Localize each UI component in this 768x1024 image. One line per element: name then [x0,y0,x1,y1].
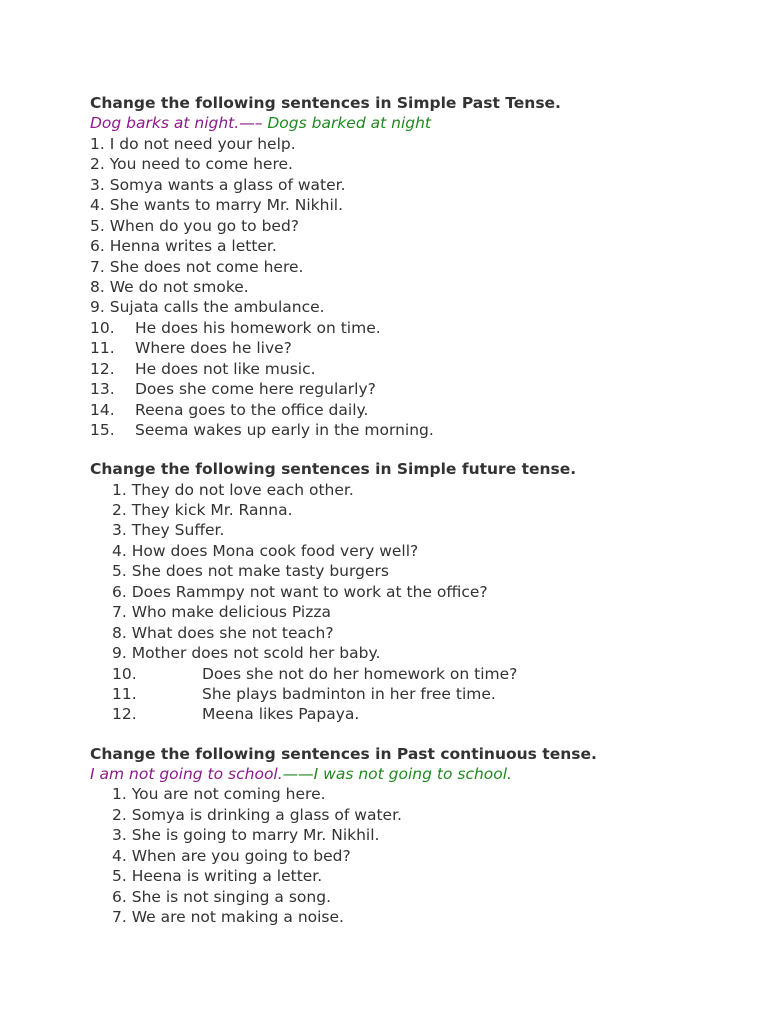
item-text: She does not make tasty burgers [131,562,389,581]
item-text: They Suffer. [131,521,225,540]
list-item [90,623,750,643]
item-text: You are not coming here. [131,785,326,804]
list-item [90,825,750,845]
section-simple-future [90,459,750,725]
item-number: 8. [112,623,127,642]
item-text: When do you go to bed? [109,216,300,235]
item-number: 12. [90,359,115,378]
item-text: He does his homework on time. [135,318,381,337]
list-item [90,887,750,907]
item-number: 2. [112,501,127,519]
item-number: 2. [112,805,127,824]
list-item [90,420,750,440]
list-item [90,154,750,174]
item-number: 7. [112,603,127,622]
item-number: 1. [90,134,105,153]
item-number: 10. [112,664,137,683]
item-number: 4. [112,846,127,865]
item-number: 9. [90,298,105,317]
item-number: 5. [90,216,105,235]
item-text: Seema wakes up early in the morning. [135,421,434,439]
list-item [90,175,750,195]
item-number: 3. [112,521,127,540]
list-item [90,338,750,358]
list-item [90,216,750,236]
example-line [90,764,750,784]
item-text: Reena goes to the office daily. [135,400,369,419]
example-answer: I was not going to school. [313,764,512,783]
list-item [90,297,750,317]
item-text: We are not making a noise. [131,908,344,926]
list-item [90,602,750,622]
item-number: 14. [90,400,115,419]
item-number: 6. [112,887,127,906]
list-item [90,582,750,602]
document-page [90,93,750,927]
item-number: 4. [90,196,105,215]
item-number: 13. [90,380,115,399]
item-text: We do not smoke. [109,277,249,296]
list-item [90,805,750,825]
item-number: 3. [112,826,127,845]
item-text: I do not need your help. [109,134,296,153]
example-question: I am not going to school. [90,764,283,783]
item-text: Somya wants a glass of water. [109,175,346,194]
list-item [90,907,750,927]
item-number: 10. [90,318,115,337]
item-number: 4. [112,541,127,560]
item-number: 7. [90,257,105,276]
item-number: 11. [112,684,137,703]
list-item [90,277,750,297]
list-item [90,866,750,886]
item-text: She wants to marry Mr. Nikhil. [109,196,344,215]
item-number: 11. [90,339,115,358]
list-item [90,684,750,704]
list-item [90,664,750,684]
example-separator: —– [239,114,263,133]
list-item [90,257,750,277]
item-text: How does Mona cook food very well? [131,541,419,560]
list-item [90,236,750,256]
item-text: When are you going to bed? [131,846,351,865]
item-number: 3. [90,175,105,194]
item-number: 1. [112,480,127,499]
list-item [90,541,750,561]
list-item [90,195,750,215]
item-text: Where does he live? [135,339,292,358]
section-spacer [90,440,750,459]
list-item [90,704,750,724]
item-number: 6. [90,237,105,256]
item-text: She is not singing a song. [131,887,331,906]
list-item [90,784,750,804]
list-item [90,500,750,520]
item-text: Who make delicious Pizza [131,603,331,622]
section-past-continuous [90,744,750,928]
item-number: 15. [90,421,115,439]
item-text: Somya is drinking a glass of water. [131,805,402,824]
item-number: 5. [112,867,127,886]
item-text: She does not come here. [109,257,304,276]
example-answer: Dogs barked at night [262,114,431,133]
section-heading: Change the following sentences in Simple Past Tense. [90,94,561,112]
list-item [90,643,750,663]
section-simple-past [90,93,750,440]
list-item [90,379,750,399]
list-item [90,561,750,581]
item-text: Sujata calls the ambulance. [109,298,325,317]
list-item [90,520,750,540]
item-text: Does Rammpy not want to work at the office? [131,582,488,601]
example-question: Dog barks at night. [90,114,240,133]
item-number: 6. [112,582,127,601]
item-number: 8. [90,277,105,296]
item-text: Heena is writing a letter. [131,867,323,886]
item-text: She is going to marry Mr. Nikhil. [131,826,380,845]
item-text: Mother does not scold her baby. [131,644,381,663]
list-item [90,846,750,866]
section-spacer [90,725,750,744]
item-text: She plays badminton in her free time. [202,684,496,703]
item-number: 2. [90,155,105,174]
item-number: 1. [112,785,127,804]
item-number: 12. [112,705,137,724]
item-number: 9. [112,644,127,663]
list-item [90,318,750,338]
list-item [90,400,750,420]
item-text: Does she come here regularly? [135,380,376,399]
list-item [90,359,750,379]
item-text: You need to come here. [109,155,293,174]
list-item [90,134,750,154]
item-text: What does she not teach? [131,623,334,642]
item-text: He does not like music. [135,359,316,378]
example-line [90,113,750,133]
item-text: They kick Mr. Ranna. [131,501,293,519]
item-number: 5. [112,562,127,581]
example-separator: —— [282,764,314,783]
list-item [90,480,750,500]
item-number: 7. [112,908,127,926]
item-text: They do not love each other. [131,480,354,499]
item-text: Meena likes Papaya. [202,705,360,724]
section-heading: Change the following sentences in Past continuous tense. [90,744,597,763]
section-heading: Change the following sentences in Simple future tense. [90,460,577,479]
item-text: Does she not do her homework on time? [202,664,518,683]
item-text: Henna writes a letter. [109,237,277,256]
